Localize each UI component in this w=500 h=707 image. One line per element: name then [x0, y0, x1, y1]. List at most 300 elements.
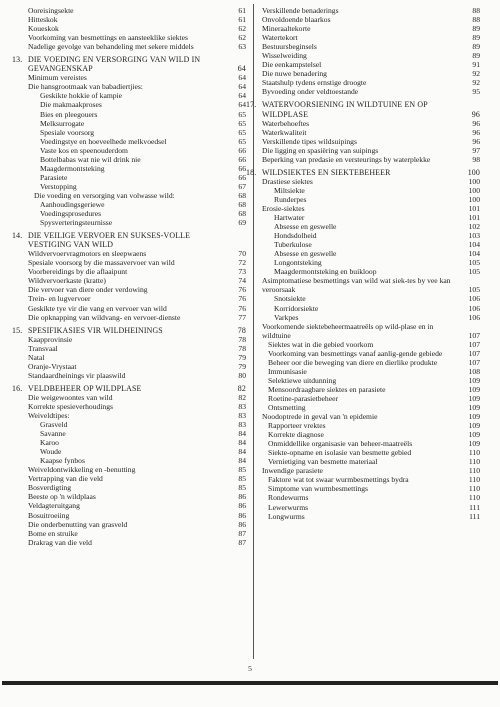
toc-entry — [28, 119, 246, 128]
toc-entry-title: Ooreisingsekte — [28, 6, 74, 15]
toc-entry-title: Absesse en geswelle — [274, 249, 337, 259]
toc-entry — [262, 33, 480, 42]
toc-page-number: 110 — [468, 466, 480, 476]
toc-page-number: 110 — [468, 484, 480, 494]
toc-entry-title: Siektes wat in die gebied voorkom — [268, 339, 374, 349]
toc-entry — [262, 222, 480, 231]
toc-entry — [28, 82, 246, 91]
toc-entry-title: Drastiese siektes — [262, 176, 313, 186]
toc-page-number: 84 — [238, 447, 246, 457]
toc-page-number: 68 — [238, 199, 246, 209]
toc-entry-title: Drakrag van die veld — [28, 537, 92, 547]
toc-page-number: 108 — [468, 366, 480, 376]
toc-page-number: 86 — [238, 510, 246, 520]
toc-entry-title: Vertrapping van die veld — [28, 474, 103, 484]
toc-entry — [262, 186, 480, 195]
toc-entry — [262, 60, 480, 69]
toc-entry-title: Waterbehoeftes — [262, 118, 310, 128]
toc-page-number: 111 — [469, 502, 480, 512]
toc-entry — [28, 371, 246, 380]
toc-page-number: 110 — [468, 493, 480, 503]
toc-entry — [28, 209, 246, 218]
toc-entry — [28, 42, 246, 51]
toc-page-number: 109 — [468, 421, 480, 431]
toc-page-number: 80 — [238, 370, 246, 380]
toc-page-number: 66 — [238, 154, 246, 164]
toc-page-number: 109 — [468, 384, 480, 394]
toc-entry-title: Tuberkulose — [274, 240, 312, 250]
toc-entry-title: Lewerwurms — [268, 502, 309, 512]
toc-entry — [28, 456, 246, 465]
toc-page-number: 72 — [238, 258, 246, 268]
toc-entry-title: Spesiale voorsorg — [40, 127, 95, 137]
toc-entry — [262, 313, 480, 322]
toc-page-number: 64 — [238, 91, 246, 101]
toc-entry-title: Koueskok — [28, 24, 59, 34]
toc-entry — [28, 249, 246, 258]
toc-entry-title: Voorkoming van besmettings en aansteeklike siektes — [28, 33, 188, 43]
toc-page-number: 88 — [472, 6, 480, 15]
toc-page-number: 100 — [467, 167, 480, 177]
toc-page-number: 109 — [468, 439, 480, 449]
toc-page-number: 107 — [468, 357, 480, 367]
toc-entry — [28, 258, 246, 267]
toc-entry — [28, 420, 246, 429]
toc-page-number: 69 — [238, 218, 246, 228]
toc-page-number: 87 — [238, 528, 246, 538]
toc-page-number: 85 — [238, 474, 246, 484]
toc-page-number: 105 — [468, 258, 480, 268]
toc-page-number: 109 — [468, 393, 480, 403]
toc-entry-title: Hondsdolheid — [274, 231, 317, 241]
toc-page-number: 64 — [238, 73, 246, 83]
toc-entry-title: Grasveld — [40, 420, 68, 430]
toc-entry — [262, 51, 480, 60]
toc-entry — [262, 78, 480, 87]
toc-page-number: 66 — [238, 172, 246, 182]
toc-page-number: 84 — [238, 438, 246, 448]
toc-page-number: 95 — [472, 87, 480, 97]
toc-page-number: 100 — [468, 194, 480, 204]
toc-page-number: 106 — [468, 312, 480, 322]
toc-entry-title: Immunisasie — [268, 366, 307, 376]
toc-entry — [262, 195, 480, 204]
toc-entry — [28, 511, 246, 520]
toc-entry-title: Ontsmetting — [268, 403, 306, 413]
toc-page-number: 110 — [468, 448, 480, 458]
toc-page-number: 96 — [472, 118, 480, 128]
bottom-rule — [2, 681, 498, 685]
toc-entry-title: Snotsiekte — [274, 294, 306, 304]
page-number: 5 — [248, 664, 252, 673]
toc-entry — [262, 493, 480, 502]
toc-left-column — [12, 6, 246, 547]
toc-entry — [262, 475, 480, 484]
toc-page-number: 70 — [238, 249, 246, 259]
toc-entry-title: Verskillende tipes wildsuipings — [262, 136, 357, 146]
toc-entry — [262, 15, 480, 24]
toc-entry-title: Verskillende benaderings — [262, 6, 339, 15]
toc-entry — [28, 33, 246, 42]
toc-section-heading — [12, 55, 246, 74]
toc-page-number: 61 — [238, 6, 246, 15]
toc-entry — [262, 448, 480, 457]
toc-section-heading — [12, 383, 246, 393]
toc-page-number: 92 — [472, 78, 480, 88]
toc-entry — [262, 24, 480, 33]
toc-page-number: 102 — [468, 222, 480, 232]
toc-entry — [262, 421, 480, 430]
toc-entry — [28, 465, 246, 474]
toc-entry-title: Waterkwaliteit — [262, 127, 307, 137]
toc-page-number: 86 — [238, 501, 246, 511]
toc-entry-title: Runderpes — [274, 194, 307, 204]
toc-page-number: 89 — [472, 42, 480, 52]
toc-page-number: 78 — [238, 334, 246, 344]
toc-entry — [262, 6, 480, 15]
toc-entry — [28, 483, 246, 492]
toc-entry — [262, 304, 480, 313]
toc-entry-title: Oranje-Vrystaat — [28, 361, 77, 371]
toc-page-number: 84 — [238, 429, 246, 439]
toc-entry-title: Maagdermontsteking — [40, 163, 105, 173]
toc-entry — [262, 240, 480, 249]
toc-entry-title: Melksurrogate — [40, 118, 85, 128]
toc-entry-title: Nadelige gevolge van behandeling met sekere middels — [28, 42, 194, 52]
toc-page-number: 82 — [237, 383, 246, 393]
toc-page-number: 62 — [238, 24, 246, 34]
toc-entry-title: Byvoeding onder veldtoestande — [262, 87, 359, 97]
toc-entry-title: Geskikte hokkie of kampie — [40, 91, 123, 101]
toc-page-number: 104 — [468, 240, 480, 250]
toc-page-number: 65 — [238, 127, 246, 137]
toc-entry-title: Simptome van wurmbesmettings — [268, 484, 368, 494]
toc-page-number: 96 — [471, 109, 480, 119]
toc-entry — [28, 529, 246, 538]
toc-entry-title: Voedingstye en hoeveelhede melkvoedsel — [40, 136, 167, 146]
toc-entry — [262, 385, 480, 394]
toc-entry-title: Kaapprovinsie — [28, 334, 73, 344]
section-number: 17. — [246, 100, 257, 110]
toc-entry-title: Geskikte tye vir die vang en vervoer van wild — [28, 303, 167, 313]
toc-entry-title: Mensoordraagbare siektes en parasiete — [268, 384, 386, 394]
toc-entry — [28, 200, 246, 209]
toc-entry — [28, 402, 246, 411]
toc-entry — [262, 42, 480, 51]
toc-entry — [28, 474, 246, 483]
toc-entry — [28, 91, 246, 100]
toc-page-number: 96 — [472, 136, 480, 146]
toc-entry-title: Bome en struike — [28, 528, 78, 538]
toc-entry-title: Rapporteer vrektes — [268, 421, 326, 431]
toc-entry — [262, 394, 480, 403]
toc-page-number: 96 — [472, 127, 480, 137]
toc-page-number: 106 — [468, 294, 480, 304]
toc-page-number: 109 — [468, 403, 480, 413]
toc-page-number: 89 — [472, 51, 480, 61]
toc-page-number: 88 — [472, 15, 480, 25]
toc-page-number: 89 — [472, 24, 480, 34]
toc-entry — [262, 403, 480, 412]
toc-entry-title: VELDBEHEER OP WILDPLASE — [28, 383, 142, 393]
toc-page-number: 109 — [468, 375, 480, 385]
toc-entry-title: Voorkomende siektebeheermaatreëls op wild-plase en in wildtuine — [262, 321, 434, 340]
toc-entry-title: SPESIFIKASIES VIR WILDHEININGS — [28, 325, 163, 335]
toc-entry-title: Onmiddellike organisasie van beheer-maatreëls — [268, 439, 413, 449]
toc-entry-title: Bies en pleegouers — [40, 109, 98, 119]
toc-entry — [262, 457, 480, 466]
toc-page-number: 110 — [468, 475, 480, 485]
toc-entry — [28, 155, 246, 164]
toc-entry-title: Die ligging en spasiëring van suipings — [262, 145, 379, 155]
toc-entry-title: Savanne — [40, 429, 66, 439]
toc-page-number: 63 — [238, 42, 246, 52]
toc-entry-title: Selektiewe uitdunning — [268, 375, 337, 385]
toc-entry — [28, 276, 246, 285]
toc-entry-title: Longontsteking — [274, 258, 322, 268]
toc-entry — [28, 411, 246, 420]
toc-entry — [28, 73, 246, 82]
section-number: 18. — [246, 167, 257, 177]
toc-entry — [262, 294, 480, 303]
toc-entry-title: Die eenkampstelsel — [262, 60, 322, 70]
toc-entry — [28, 24, 246, 33]
toc-entry-title: Verstopping — [40, 181, 77, 191]
toc-entry-title: Transvaal — [28, 343, 58, 353]
toc-entry-title: WATERVOORSIENING IN WILDTUINE EN OP WILDPLASE — [262, 100, 428, 119]
toc-entry-title: Parasiete — [40, 172, 68, 182]
toc-page-number: 67 — [238, 181, 246, 191]
toc-entry — [28, 313, 246, 322]
section-number: 15. — [12, 325, 23, 335]
toc-entry — [28, 182, 246, 191]
toc-page-number: 65 — [238, 136, 246, 146]
toc-entry — [262, 439, 480, 448]
toc-page-number: 91 — [472, 60, 480, 70]
toc-entry-title: Onvoldoende blaarkos — [262, 15, 331, 25]
toc-page-number: 64 — [238, 82, 246, 92]
toc-entry-title: Absesse en geswelle — [274, 222, 337, 232]
toc-page-number: 109 — [468, 412, 480, 422]
toc-entry — [28, 447, 246, 456]
toc-page-number: 68 — [238, 209, 246, 219]
toc-page-number: 110 — [468, 457, 480, 467]
toc-entry-title: Rondewurms — [268, 493, 309, 503]
toc-entry-title: Voorbereidings by die aflaaipunt — [28, 267, 128, 277]
toc-entry — [28, 362, 246, 371]
toc-entry — [262, 119, 480, 128]
toc-entry-title: Roetine-parasietbeheer — [268, 393, 338, 403]
toc-entry-title: Mineraaltekorte — [262, 24, 311, 34]
toc-entry-title: Die hansgrootmaak van babadiertjies: — [28, 82, 143, 92]
toc-entry-title: Korrekte diagnose — [268, 430, 324, 440]
toc-entry-title: Voorkoming van besmettings vanaf aanlig-gende gebiede — [268, 348, 443, 358]
toc-page-number: 85 — [238, 465, 246, 475]
toc-entry — [28, 538, 246, 547]
toc-entry-title: Erosie-siektes — [262, 203, 305, 213]
toc-entry-title: DIE VOEDING EN VERSORGING VAN WILD IN GEVANGENSKAP — [28, 55, 201, 74]
toc-page-number: 79 — [238, 361, 246, 371]
toc-entry-title: Veldagteruitgang — [28, 501, 80, 511]
toc-entry — [28, 353, 246, 362]
toc-page-number: 78 — [238, 343, 246, 353]
toc-entry — [28, 137, 246, 146]
toc-entry-title: Korrekte spesieverhoudings — [28, 401, 113, 411]
toc-page-number: 111 — [469, 511, 480, 521]
toc-entry — [262, 128, 480, 137]
toc-entry — [28, 335, 246, 344]
toc-entry-title: Weiveldontwikkeling en -benutting — [28, 465, 136, 475]
toc-page-number: 64 — [238, 100, 246, 110]
toc-entry-title: Beeste op 'n wildplaas — [28, 492, 96, 502]
toc-entry — [262, 484, 480, 493]
toc-entry-title: Die opknapping van wildvang- en vervoer-dienste — [28, 312, 181, 322]
toc-page-number: 106 — [468, 303, 480, 313]
toc-entry-title: Karoo — [40, 438, 59, 448]
toc-entry — [28, 285, 246, 294]
toc-entry-title: Die onderbenutting van grasveld — [28, 519, 128, 529]
toc-entry-title: Varkpes — [274, 312, 299, 322]
toc-page-number: 79 — [238, 352, 246, 362]
toc-page-number: 100 — [468, 176, 480, 186]
toc-page-number: 84 — [238, 456, 246, 466]
toc-entry — [28, 100, 246, 109]
toc-page-number: 109 — [468, 430, 480, 440]
toc-entry — [262, 430, 480, 439]
toc-right-column — [246, 6, 480, 521]
toc-entry-title: Siekte-opname en isolasie van besmette gebied — [268, 448, 412, 458]
toc-page-number: 103 — [468, 231, 480, 241]
toc-page-number: 73 — [238, 267, 246, 277]
toc-entry-title: DIE VEILIGE VERVOER EN SUKSES-VOLLE VESTIGING VAN WILD — [28, 231, 191, 250]
toc-entry — [262, 349, 480, 358]
toc-entry-title: Wisselweiding — [262, 51, 307, 61]
toc-page-number: 104 — [468, 249, 480, 259]
toc-entry — [28, 110, 246, 119]
toc-entry-title: Bosverdigting — [28, 483, 72, 493]
toc-entry — [262, 155, 480, 164]
toc-entry — [262, 146, 480, 155]
toc-entry — [262, 87, 480, 96]
toc-entry-title: Wildvervoervragmotors en sleepwaens — [28, 249, 147, 259]
toc-page-number: 105 — [468, 267, 480, 277]
toc-page-number: 105 — [468, 285, 480, 295]
toc-entry-title: Noodoptrede in geval van 'n epidemie — [262, 412, 378, 422]
toc-entry — [28, 146, 246, 155]
toc-entry — [28, 393, 246, 402]
toc-entry-title: Inwendige parasiete — [262, 466, 323, 476]
toc-page-number: 107 — [468, 348, 480, 358]
toc-entry-title: Miltsiekte — [274, 185, 305, 195]
toc-page-number: 82 — [238, 392, 246, 402]
toc-entry — [28, 267, 246, 276]
toc-section-heading — [12, 231, 246, 250]
toc-entry-title: Beheer oor die beweging van diere en dierlike produkte — [268, 357, 438, 367]
toc-entry — [28, 191, 246, 200]
toc-entry-title: Minimum vereistes — [28, 73, 87, 83]
toc-section-heading — [246, 167, 480, 177]
toc-entry — [28, 438, 246, 447]
toc-entry-title: Bottelbabas wat nie wil drink nie — [40, 154, 141, 164]
toc-page-number: 76 — [238, 294, 246, 304]
toc-entry — [262, 137, 480, 146]
toc-page-number: 83 — [238, 420, 246, 430]
toc-entry — [262, 367, 480, 376]
toc-entry-title: Longwurms — [268, 511, 305, 521]
toc-entry-title: Watertekort — [262, 33, 298, 43]
toc-page-number: 97 — [472, 145, 480, 155]
toc-entry-title: Vernietiging van besmette materiaal — [268, 457, 378, 467]
toc-page-number: 101 — [468, 213, 480, 223]
toc-page-number: 100 — [468, 185, 480, 195]
toc-entry-title: Bosuitroeiing — [28, 510, 70, 520]
toc-entry-title: Die weigewoontes van wild — [28, 392, 113, 402]
toc-entry — [28, 520, 246, 529]
toc-entry — [28, 501, 246, 510]
toc-entry — [28, 429, 246, 438]
toc-entry — [262, 412, 480, 421]
toc-entry — [28, 294, 246, 303]
toc-entry — [262, 358, 480, 367]
toc-entry-title: Bestuursbeginsels — [262, 42, 317, 52]
toc-page-number: 62 — [238, 33, 246, 43]
toc-page-number: 66 — [238, 163, 246, 173]
toc-page-number: 76 — [238, 285, 246, 295]
toc-entry-title: Die nuwe benadering — [262, 69, 327, 79]
toc-page-number: 85 — [238, 483, 246, 493]
toc-entry-title: Beperking van predasie en versteurings by waterplekke — [262, 154, 431, 164]
toc-entry-title: Aanhoudingsgeriewe — [40, 199, 105, 209]
toc-entry — [28, 304, 246, 313]
toc-page-number: 68 — [238, 190, 246, 200]
toc-page-number: 92 — [472, 69, 480, 79]
toc-entry-title: Voedingsprosedures — [40, 209, 102, 219]
toc-page-number: 86 — [238, 519, 246, 529]
toc-section-heading — [246, 100, 480, 119]
toc-entry — [28, 164, 246, 173]
toc-entry — [262, 231, 480, 240]
toc-page-number: 65 — [238, 109, 246, 119]
toc-page-number: 86 — [238, 492, 246, 502]
toc-entry-title: Spesiale voorsorg by die massavervoer van wild — [28, 258, 175, 268]
toc-entry-title: Trein- en lugvervoer — [28, 294, 91, 304]
toc-entry-title: Die vervoer van diere onder verdowing — [28, 285, 148, 295]
toc-page-number: 65 — [238, 118, 246, 128]
toc-entry-title: Hitteskok — [28, 15, 58, 25]
toc-entry-title: Staatshulp tydens ernstige droogte — [262, 78, 367, 88]
toc-entry — [262, 249, 480, 258]
toc-entry — [262, 204, 480, 213]
toc-entry-title: Maagdermontsteking en buikloop — [274, 267, 377, 277]
section-number: 14. — [12, 231, 23, 241]
toc-page-number: 89 — [472, 33, 480, 43]
toc-entry — [262, 340, 480, 349]
toc-entry-title: Spysverteringsteurnisse — [40, 218, 113, 228]
toc-entry-title: Die voeding en versorging van volwasse wild: — [34, 190, 175, 200]
toc-page-number: 74 — [238, 276, 246, 286]
toc-page-number: 61 — [238, 15, 246, 25]
section-number: 16. — [12, 383, 23, 393]
toc-page-number: 98 — [472, 154, 480, 164]
toc-entry-title: Die makmaakproses — [40, 100, 102, 110]
section-number: 13. — [12, 55, 23, 65]
toc-page-number: 83 — [238, 411, 246, 421]
toc-page-number: 107 — [468, 330, 480, 340]
toc-entry-title: Hartwater — [274, 213, 305, 223]
toc-entry-title: Standaardheinings vir plaaswild — [28, 370, 126, 380]
toc-entry-title: Wildvervoerkaste (kratte) — [28, 276, 106, 286]
toc-entry-title: Natal — [28, 352, 45, 362]
